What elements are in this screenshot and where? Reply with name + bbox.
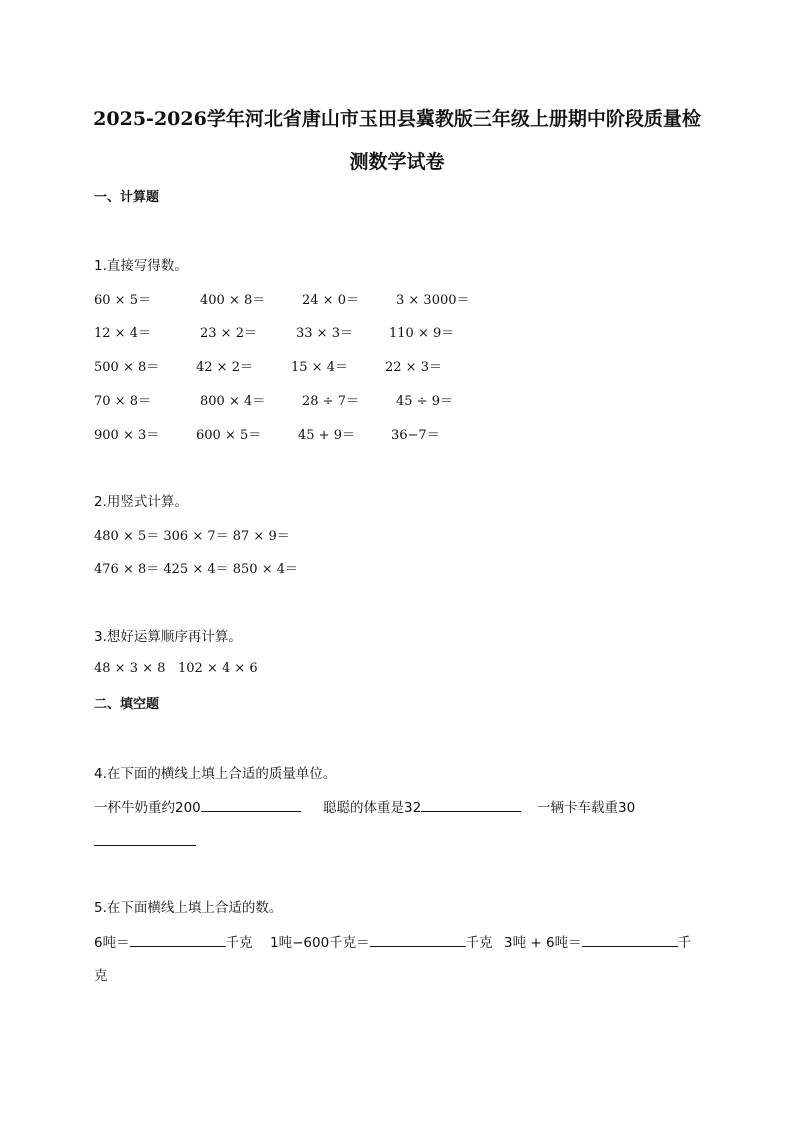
fill-item-truck-label: 一辆卡车载重30 [537,800,636,816]
answer-blank[interactable] [582,932,678,947]
calc-item: 600 × 5＝ [196,428,262,443]
fill-item-milk-label: 一杯牛奶重约200 [94,800,201,816]
conversion-a-prefix: 6吨＝ [94,935,130,951]
calc-item: 22 × 3＝ [385,360,442,375]
page-title-line2: 测数学试卷 [349,151,445,173]
calc-item: 36−7＝ [391,428,440,443]
conversion-c-prefix: 3吨 + 6吨＝ [504,935,582,951]
calc-item: 45 ÷ 9＝ [396,394,453,409]
calc-item: 110 × 9＝ [389,326,455,341]
fill-item-conversion-a [94,931,253,951]
answer-blank[interactable] [370,932,466,947]
fill-item-milk [94,796,301,816]
fill-item-weight [323,796,521,816]
calc-item: 33 × 3＝ [296,326,353,341]
fill-item-truck [537,796,635,816]
order-calc-expr-2: 102 × 4 × 6 [178,661,258,676]
fill-item-weight-label: 聪聪的体重是32 [323,800,422,816]
section-heading-fill-in: 二、填空题 [94,697,160,712]
question-5-text: 5.在下面横线上填上合适的数。 [94,900,283,916]
calc-item: 28 ÷ 7＝ [302,394,359,409]
question-3-text: 3.想好运算顺序再计算。 [94,629,242,645]
answer-blank[interactable] [130,932,226,947]
calc-item: 24 × 0＝ [302,293,359,308]
answer-blank[interactable] [94,845,196,846]
calc-item: 3 × 3000＝ [396,293,470,308]
vertical-calc-line-2: 476 × 8＝ 425 × 4＝ 850 × 4＝ [94,562,298,577]
question-4-text: 4.在下面的横线上填上合适的质量单位。 [94,766,337,782]
calc-item: 500 × 8＝ [94,360,160,375]
conversion-a-unit: 千克 [225,935,253,951]
order-calc-expr-1: 48 × 3 × 8 [94,661,166,676]
conversion-c-unit: 千 [677,935,692,951]
calc-item: 400 × 8＝ [200,293,266,308]
question-2-text: 2.用竖式计算。 [94,494,188,510]
conversion-c-unit-wrap: 克 [94,968,108,984]
page-title-line1: 2025-2026学年河北省唐山市玉田县冀教版三年级上册期中阶段质量检 [93,108,701,130]
calc-item: 23 × 2＝ [200,326,257,341]
calc-item: 15 × 4＝ [291,360,348,375]
calc-item: 900 × 3＝ [94,428,160,443]
calc-item: 60 × 5＝ [94,293,151,308]
answer-blank[interactable] [421,797,521,812]
calc-item: 12 × 4＝ [94,326,151,341]
vertical-calc-line-1: 480 × 5＝ 306 × 7＝ 87 × 9＝ [94,529,290,544]
conversion-b-prefix: 1吨−600千克＝ [270,935,370,951]
calc-item: 42 × 2＝ [196,360,253,375]
calc-item: 70 × 8＝ [94,394,151,409]
answer-blank[interactable] [201,797,301,812]
calc-item: 800 × 4＝ [200,394,266,409]
fill-item-conversion-b [270,931,493,951]
fill-item-conversion-c [504,931,691,951]
question-1-text: 1.直接写得数。 [94,258,188,274]
calc-item: 45 + 9＝ [298,428,355,443]
conversion-b-unit: 千克 [465,935,493,951]
section-heading-calculation: 一、计算题 [94,190,160,205]
